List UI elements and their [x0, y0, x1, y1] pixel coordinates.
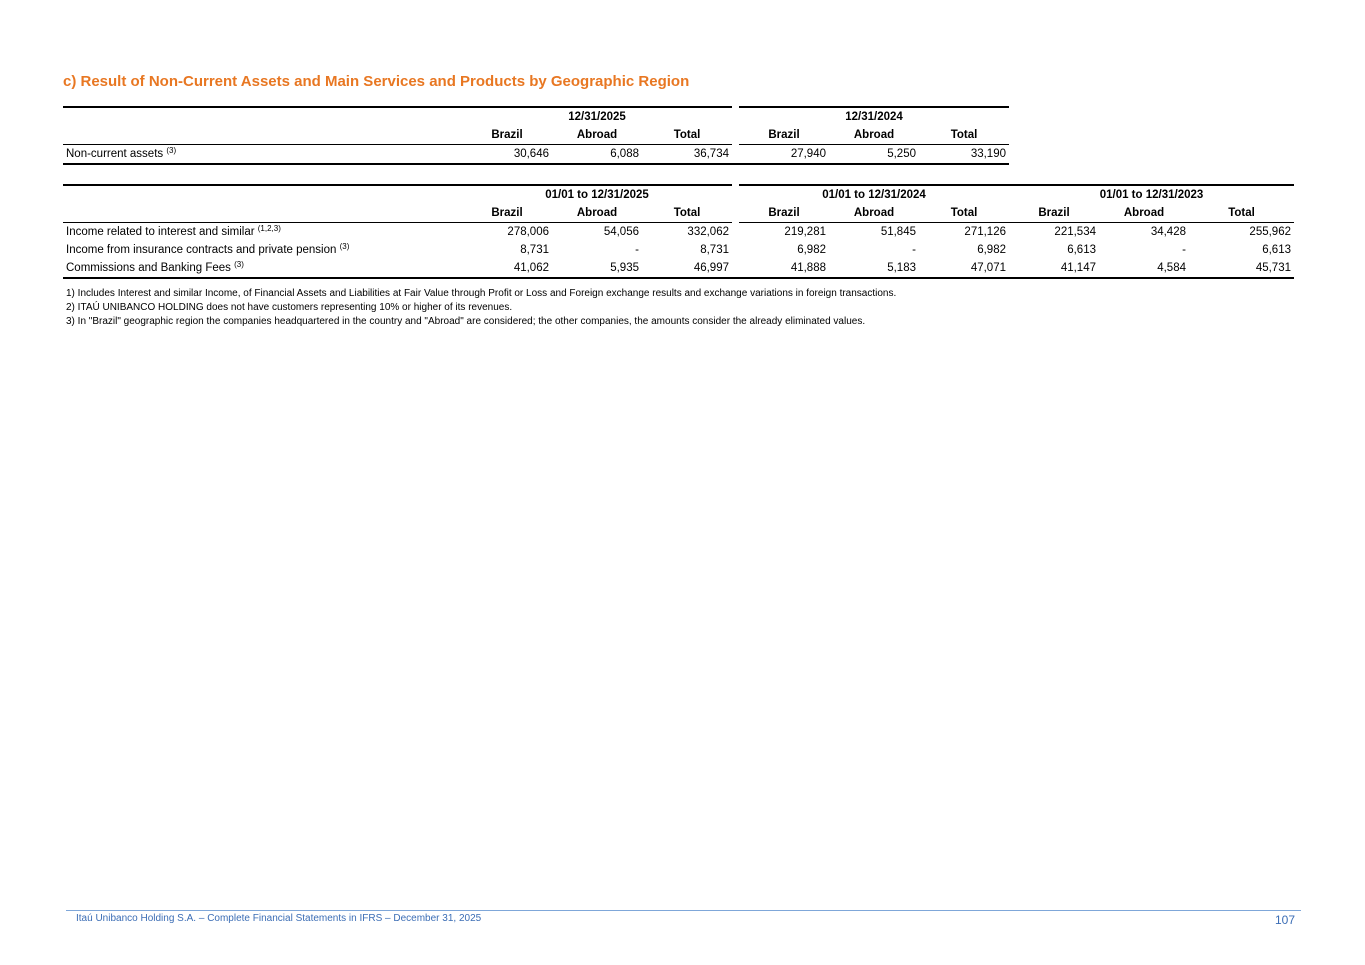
cell-value: 51,845: [880, 226, 916, 238]
cell-value: 6,613: [1262, 244, 1291, 256]
cell-value: 6,982: [977, 244, 1006, 256]
cell-value: 8,731: [700, 244, 729, 256]
column-header: Brazil: [1009, 204, 1099, 223]
column-header: Abroad: [829, 126, 919, 145]
column-header: Brazil: [462, 204, 552, 223]
section-title: c) Result of Non-Current Assets and Main Services and Products by Geographic Region: [63, 73, 690, 90]
footnote-ref: (3): [234, 260, 244, 269]
period-header: 01/01 to 12/31/2023: [1009, 185, 1294, 204]
table-row: [63, 145, 1009, 165]
table-row: [63, 241, 1294, 259]
cell-value: -: [635, 244, 639, 256]
footnote-ref: (3): [166, 146, 177, 155]
row-label-header: [63, 185, 462, 223]
footnote-ref: (1,2,3): [257, 224, 281, 233]
table-row: [63, 223, 1294, 242]
cell-value: 332,062: [687, 226, 729, 238]
row-label: Commissions and Banking Fees $^{(3)}$: [63, 259, 462, 278]
column-header: Brazil: [739, 204, 829, 223]
non-current-assets-table: [63, 106, 1009, 165]
column-header: Abroad: [552, 204, 642, 223]
column-header: Abroad: [829, 204, 919, 223]
cell-value: 6,982: [797, 244, 826, 256]
cell-value: 41,062: [462, 259, 552, 278]
cell-value: -: [1182, 244, 1186, 256]
row-label: Non-current assets $^{(3)}$: [63, 145, 462, 165]
cell-value: 278,006: [507, 226, 549, 238]
footer-divider: [66, 910, 1301, 911]
footnote-ref: (3): [339, 242, 350, 251]
cell-value: 46,997: [642, 259, 732, 278]
page-number: 107: [1274, 913, 1295, 927]
row-label-header: [63, 107, 462, 145]
period-header: 01/01 to 12/31/2024: [739, 185, 1009, 204]
cell-value: 219,281: [784, 226, 826, 238]
cell-value: 255,962: [1249, 226, 1291, 238]
cell-value: 30,646: [462, 145, 552, 165]
row-label: Income related to interest and similar $^{(1,2,3)}$: [66, 224, 281, 238]
cell-value: 41,888: [739, 259, 829, 278]
cell-value: 271,126: [964, 226, 1006, 238]
income-by-region-table: [63, 184, 1294, 279]
column-header: Total: [642, 204, 732, 223]
table-row: [63, 259, 1294, 278]
period-header: 01/01 to 12/31/2025: [462, 185, 732, 204]
cell-value: 6,088: [552, 145, 642, 165]
footnotes: [66, 287, 896, 329]
cell-value: 41,147: [1009, 259, 1099, 278]
cell-value: -: [912, 244, 916, 256]
cell-value: 47,071: [919, 259, 1009, 278]
column-header: Total: [919, 204, 1009, 223]
footnote: 2) ITAÚ UNIBANCO HOLDING does not have customers representing 10% or higher of its revenues.: [66, 302, 513, 313]
cell-value: 5,250: [829, 145, 919, 165]
footnote: 1) Includes Interest and similar Income, of Financial Assets and Liabilities at Fair Value through Profit or Loss and Foreign exchange results and exchange variations in foreign transactions.: [66, 288, 897, 299]
cell-value: 54,056: [603, 226, 639, 238]
footer-text: Itaú Unibanco Holding S.A. – Complete Financial Statements in IFRS – December 31, 2025: [76, 913, 482, 924]
cell-value: 36,734: [642, 145, 732, 165]
column-header: Abroad: [552, 126, 642, 145]
cell-value: 33,190: [919, 145, 1009, 165]
column-header: Brazil: [462, 126, 552, 145]
cell-value: 34,428: [1150, 226, 1186, 238]
column-header: Total: [1189, 204, 1294, 223]
table-header-periods: [63, 185, 1294, 204]
table-header-periods: [63, 107, 1009, 126]
cell-value: 5,183: [829, 259, 919, 278]
cell-value: 4,584: [1099, 259, 1189, 278]
cell-value: 6,613: [1067, 244, 1096, 256]
footnote: 3) In "Brazil" geographic region the companies headquartered in the country and "Abroad" are considered; the other companies, the amounts consider the already eliminated values.: [66, 316, 866, 327]
column-header: Brazil: [739, 126, 829, 145]
column-header: Total: [642, 126, 732, 145]
cell-value: 5,935: [552, 259, 642, 278]
cell-value: 8,731: [520, 244, 549, 256]
row-label: Income from insurance contracts and private pension $^{(3)}$: [66, 242, 350, 256]
period-header: 12/31/2024: [739, 107, 1009, 126]
column-header: Total: [919, 126, 1009, 145]
column-header: Abroad: [1099, 204, 1189, 223]
cell-value: 221,534: [1054, 226, 1096, 238]
cell-value: 45,731: [1189, 259, 1294, 278]
period-header: 12/31/2025: [462, 107, 732, 126]
cell-value: 27,940: [739, 145, 829, 165]
